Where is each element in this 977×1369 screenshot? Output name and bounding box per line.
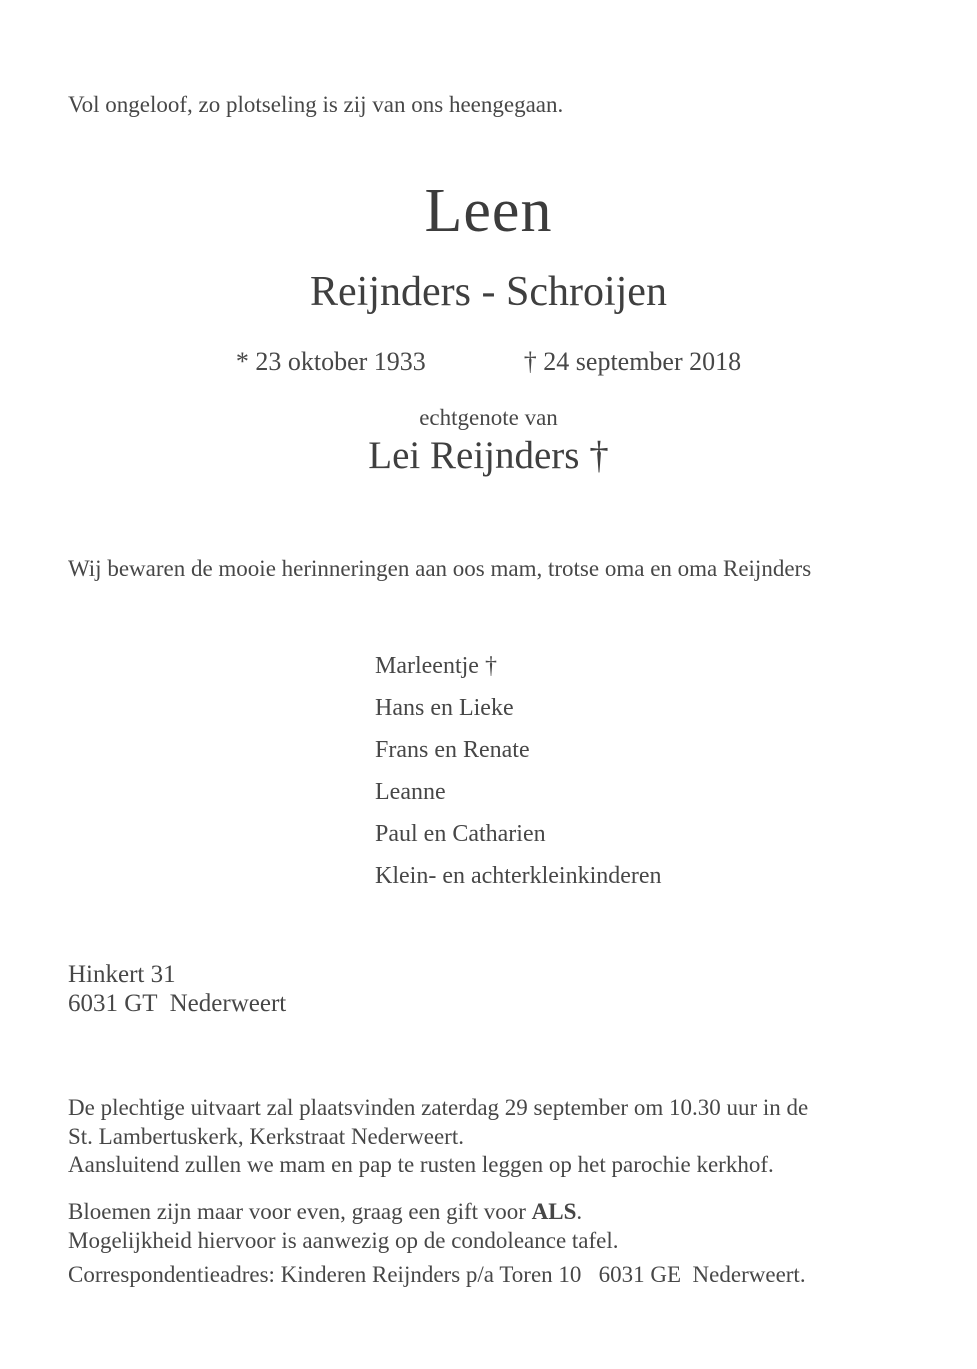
flowers-line — [68, 1198, 619, 1227]
address-street: Hinkert 31 — [68, 961, 176, 988]
charity-name: ALS — [531, 1199, 577, 1224]
flowers-text: . — [576, 1199, 583, 1224]
family-member: Hans en Lieke — [375, 695, 514, 721]
correspondence-address: Correspondentieadres: Kinderen Reijnders p/a Toren 10 6031 GE Nederweert. — [68, 1262, 806, 1287]
funeral-line: De plechtige uitvaart zal plaatsvinden zaterdag 29 september om 10.30 uur in de — [68, 1095, 809, 1120]
deceased-family-name: Reijnders - Schroijen — [310, 269, 667, 315]
deceased-first-name: Leen — [424, 177, 553, 245]
funeral-line: Aansluitend zullen we mam en pap te rusten leggen op het parochie kerkhof. — [68, 1152, 774, 1177]
family-member: Paul en Catharien — [375, 821, 546, 847]
family-member: Leanne — [375, 779, 446, 805]
family-member: Marleentje † — [375, 653, 497, 679]
funeral-line: St. Lambertuskerk, Kerkstraat Nederweert. — [68, 1123, 464, 1149]
address-city: 6031 GT Nederweert — [68, 990, 287, 1017]
memory-line: Wij bewaren de mooie herinneringen aan oos mam, trotse oma en oma Reijnders — [68, 556, 812, 581]
intro-line: Vol ongeloof, zo plotseling is zij van ons heengegaan. — [68, 92, 564, 117]
birth-date: * 23 oktober 1933 — [235, 347, 426, 376]
life-dates — [0, 347, 977, 377]
flowers-line: Mogelijkheid hiervoor is aanwezig op de condoleance tafel. — [68, 1227, 619, 1253]
home-address — [68, 960, 286, 1018]
family-member: Klein- en achterkleinkinderen — [375, 863, 662, 889]
spouse-label: echtgenote van — [419, 405, 558, 430]
funeral-details — [68, 1094, 808, 1180]
spouse-name: Lei Reijnders † — [368, 434, 609, 477]
flowers-request — [68, 1198, 619, 1255]
death-date: † 24 september 2018 — [523, 347, 742, 376]
family-member: Frans en Renate — [375, 737, 530, 763]
family-members-list — [375, 645, 662, 897]
flowers-text: Bloemen zijn maar voor even, graag een gift voor — [68, 1199, 532, 1224]
